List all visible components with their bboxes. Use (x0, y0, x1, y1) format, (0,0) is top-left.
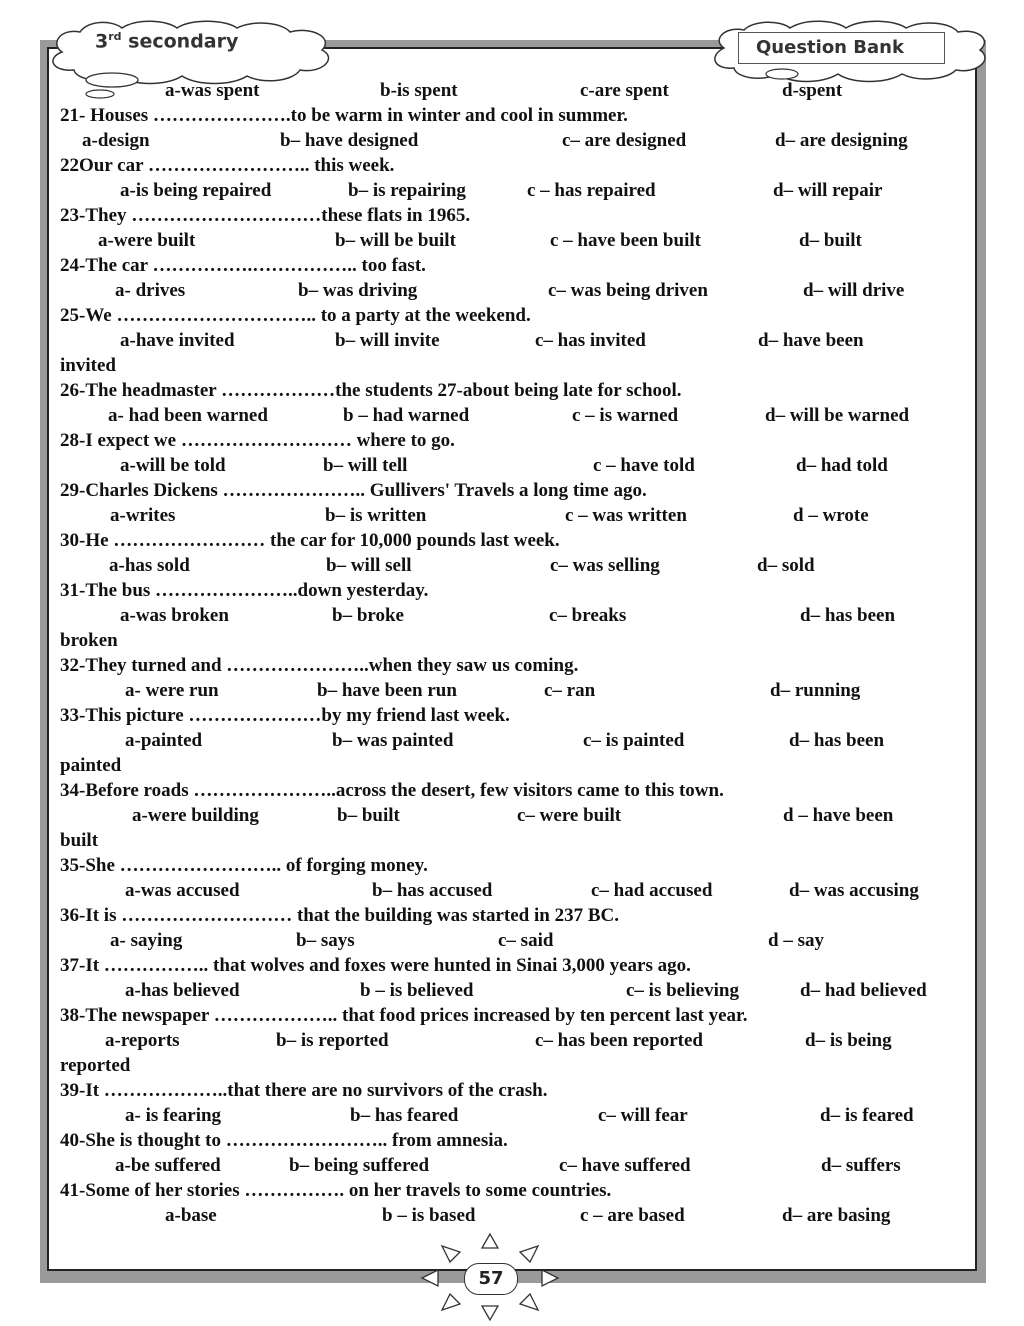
option-a[interactable]: a-reports (105, 1030, 180, 1051)
option-a[interactable]: a-will be told (120, 455, 226, 476)
question-line: 35-She …………………….. of forging money. (60, 855, 428, 876)
option-b[interactable]: b– has feared (350, 1105, 459, 1126)
options-line (60, 503, 960, 528)
option-c[interactable]: c-are spent (580, 80, 669, 101)
option-d[interactable]: d– has been (800, 605, 896, 626)
option-a[interactable]: a-is being repaired (120, 180, 272, 201)
option-c[interactable]: c– has invited (535, 330, 646, 351)
option-b[interactable]: b– is written (325, 505, 427, 526)
option-a[interactable]: a-have invited (120, 330, 235, 351)
option-b[interactable]: b– broke (332, 605, 404, 626)
question-line: 29-Charles Dickens ………………….. Gullivers' Travels a long time ago. (60, 480, 647, 501)
option-c[interactable]: c– was selling (550, 555, 660, 576)
question-line: built (60, 830, 99, 851)
option-d[interactable]: d– will be warned (765, 405, 910, 426)
option-a[interactable]: a-base (165, 1205, 217, 1226)
option-c[interactable]: c – has repaired (527, 180, 656, 201)
page-number: 57 (464, 1263, 518, 1295)
option-b[interactable]: b – had warned (343, 405, 470, 426)
option-b[interactable]: b– will tell (323, 455, 408, 476)
option-c[interactable]: c– had accused (591, 880, 713, 901)
option-a[interactable]: a-painted (125, 730, 203, 751)
question-line: 36-It is ……………………… that the building was started in 237 BC. (60, 905, 619, 926)
option-d[interactable]: d– is being (805, 1030, 892, 1051)
question-line: 32-They turned and …………………..when they saw us coming. (60, 655, 579, 676)
question-line: 37-It …………….. that wolves and foxes were hunted in Sinai 3,000 years ago. (60, 955, 691, 976)
question-line: 24-The car …………….…………….. too fast. (60, 255, 426, 276)
option-a[interactable]: a- had been warned (108, 405, 268, 426)
options-line (60, 1028, 960, 1053)
option-a[interactable]: a-writes (110, 505, 176, 526)
option-a[interactable]: a-was accused (125, 880, 240, 901)
option-d[interactable]: d– have been (758, 330, 864, 351)
options-line (60, 878, 960, 903)
options-line (60, 128, 960, 153)
question-line: 40-She is thought to …………………….. from amnesia. (60, 1130, 508, 1151)
question-line: 38-The newspaper ……………….. that food prices increased by ten percent last year. (60, 1005, 748, 1026)
option-b[interactable]: b– was painted (332, 730, 454, 751)
option-d[interactable]: d – have been (783, 805, 894, 826)
option-c[interactable]: c – are based (580, 1205, 685, 1226)
question-line: 26-The headmaster ………………the students 27-about being late for school. (60, 380, 682, 401)
option-a[interactable]: a-were building (132, 805, 259, 826)
option-c[interactable]: c– is believing (626, 980, 739, 1001)
options-line (60, 678, 960, 703)
option-a[interactable]: a-design (82, 130, 150, 151)
option-b[interactable]: b– being suffered (289, 1155, 430, 1176)
option-a[interactable]: a-be suffered (115, 1155, 221, 1176)
options-line (60, 403, 960, 428)
options-line (60, 1203, 960, 1228)
options-line (60, 278, 960, 303)
option-b[interactable]: b-is spent (380, 80, 458, 101)
option-d[interactable]: d– had believed (800, 980, 927, 1001)
option-a[interactable]: a-was broken (120, 605, 229, 626)
option-a[interactable]: a- saying (110, 930, 183, 951)
options-line (60, 228, 960, 253)
option-c[interactable]: c– were built (517, 805, 622, 826)
option-d[interactable]: d – say (768, 930, 824, 951)
option-d[interactable]: d– sold (757, 555, 815, 576)
option-b[interactable]: b– have been run (317, 680, 457, 701)
option-a[interactable]: a- is fearing (125, 1105, 222, 1126)
option-b[interactable]: b – is believed (360, 980, 474, 1001)
option-c[interactable]: c– said (498, 930, 554, 951)
question-line: reported (60, 1055, 131, 1076)
option-c[interactable]: c – have been built (550, 230, 701, 251)
question-list (60, 78, 960, 1228)
option-b[interactable]: b– was driving (298, 280, 418, 301)
option-a[interactable]: a-has believed (125, 980, 240, 1001)
question-line: 34-Before roads …………………..across the desert, few visitors came to this town. (60, 780, 724, 801)
option-c[interactable]: c– have suffered (559, 1155, 691, 1176)
question-line: 39-It ………………..that there are no survivors of the crash. (60, 1080, 548, 1101)
options-line (60, 553, 960, 578)
option-d[interactable]: d– built (799, 230, 862, 251)
question-line: 31-The bus …………………..down yesterday. (60, 580, 429, 601)
question-line: 33-This picture …………………by my friend last week. (60, 705, 510, 726)
option-d[interactable]: d– was accusing (789, 880, 919, 901)
option-a[interactable]: a- were run (125, 680, 219, 701)
option-c[interactable]: c– has been reported (535, 1030, 703, 1051)
options-line (60, 78, 960, 103)
options-line (60, 1153, 960, 1178)
question-line: 22Our car …………………….. this week. (60, 155, 395, 176)
option-c[interactable]: c – have told (593, 455, 695, 476)
grade-label: 3rd secondary (95, 30, 239, 53)
option-b[interactable]: b – is based (382, 1205, 476, 1226)
option-a[interactable]: a- drives (115, 280, 186, 301)
option-d[interactable]: d– running (770, 680, 861, 701)
options-line (60, 978, 960, 1003)
options-line (60, 728, 960, 753)
option-d[interactable]: d– had told (796, 455, 888, 476)
option-d[interactable]: d – wrote (793, 505, 869, 526)
book-title: Question Bank (756, 37, 904, 58)
option-d[interactable]: d-spent (782, 80, 843, 101)
option-d[interactable]: d– has been (789, 730, 885, 751)
option-b[interactable]: b– says (296, 930, 355, 951)
question-line: 25-We ………………………….. to a party at the weekend. (60, 305, 531, 326)
question-line: 30-He …………………… the car for 10,000 pounds last week. (60, 530, 560, 551)
question-line: painted (60, 755, 122, 776)
option-a[interactable]: a-were built (98, 230, 196, 251)
options-line (60, 178, 960, 203)
question-line: 28-I expect we ……………………… where to go. (60, 430, 455, 451)
option-d[interactable]: d– will repair (773, 180, 883, 201)
option-c[interactable]: c– ran (544, 680, 596, 701)
option-c[interactable]: c – was written (565, 505, 687, 526)
option-b[interactable]: b– will be built (335, 230, 456, 251)
options-line (60, 1103, 960, 1128)
options-line (60, 453, 960, 478)
option-b[interactable]: b– built (337, 805, 400, 826)
option-c[interactable]: c– are designed (562, 130, 687, 151)
option-b[interactable]: b– is reported (276, 1030, 389, 1051)
option-b[interactable]: b– is repairing (348, 180, 466, 201)
option-d[interactable]: d– is feared (820, 1105, 914, 1126)
question-line: 21- Houses ………………….to be warm in winter and cool in summer. (60, 105, 628, 126)
options-line (60, 803, 960, 828)
option-d[interactable]: d– are basing (782, 1205, 891, 1226)
option-c[interactable]: c– will fear (598, 1105, 688, 1126)
option-b[interactable]: b– has accused (372, 880, 493, 901)
option-c[interactable]: c – is warned (572, 405, 679, 426)
option-d[interactable]: d– are designing (775, 130, 908, 151)
question-line: 41-Some of her stories ……………. on her travels to some countries. (60, 1180, 612, 1201)
option-c[interactable]: c– was being driven (548, 280, 708, 301)
option-a[interactable]: a-was spent (165, 80, 260, 101)
option-a[interactable]: a-has sold (109, 555, 190, 576)
option-d[interactable]: d– suffers (821, 1155, 901, 1176)
question-line: 23-They …………………………these flats in 1965. (60, 205, 471, 226)
option-d[interactable]: d– will drive (803, 280, 905, 301)
question-line: broken (60, 630, 118, 651)
option-c[interactable]: c– is painted (583, 730, 685, 751)
options-line (60, 603, 960, 628)
options-line (60, 328, 960, 353)
option-b[interactable]: b– have designed (280, 130, 419, 151)
option-c[interactable]: c– breaks (549, 605, 627, 626)
options-line (60, 928, 960, 953)
question-line: invited (60, 355, 116, 376)
option-b[interactable]: b– will sell (326, 555, 412, 576)
option-b[interactable]: b– will invite (335, 330, 440, 351)
